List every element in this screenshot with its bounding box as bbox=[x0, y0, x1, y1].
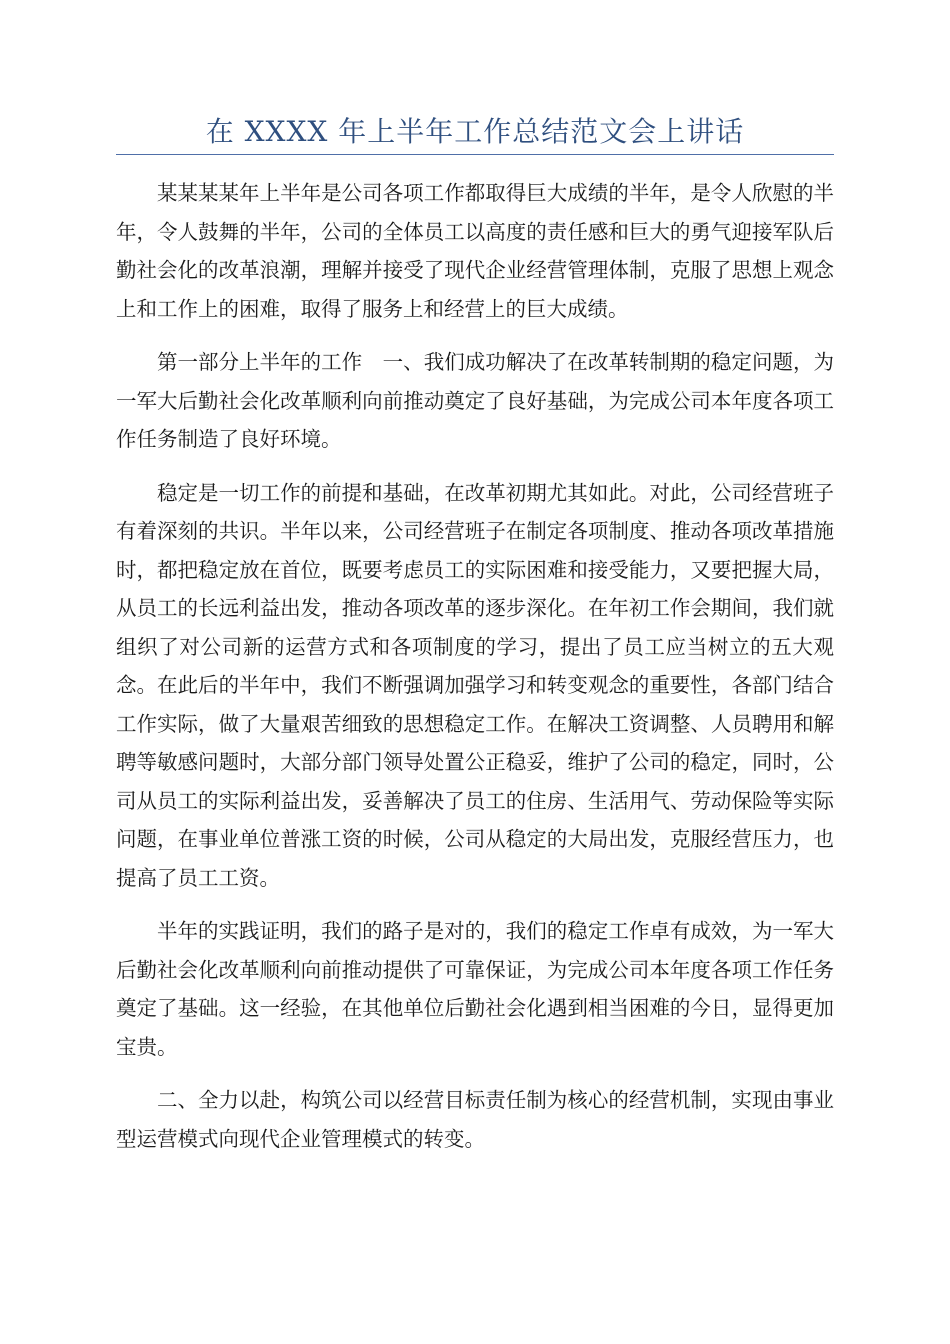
paragraph-section-two: 二、全力以赴，构筑公司以经营目标责任制为核心的经营机制，实现由事业型运营模式向现代企业管理模式的转变。 bbox=[116, 1088, 834, 1151]
document-body bbox=[116, 174, 834, 1173]
title-underline bbox=[116, 154, 834, 155]
paragraph-practice: 半年的实践证明，我们的路子是对的，我们的稳定工作卓有成效，为一军大后勤社会化改革顺利向前推动提供了可靠保证，为完成公司本年度各项工作任务奠定了基础。这一经验，在其他单位后勤社会化遇到相当困难的今日，显得更加宝贵。 bbox=[116, 919, 834, 1059]
paragraph-part-one: 第一部分上半年的工作 一、我们成功解决了在改革转制期的稳定问题，为一军大后勤社会化改革顺利向前推动奠定了良好基础，为完成公司本年度各项工作任务制造了良好环境。 bbox=[116, 350, 834, 451]
document-title: 在 XXXX 年上半年工作总结范文会上讲话 bbox=[205, 115, 745, 148]
paragraph-intro: 某某某某年上半年是公司各项工作都取得巨大成绩的半年，是令人欣慰的半年，令人鼓舞的半年，公司的全体员工以高度的责任感和巨大的勇气迎接军队后勤社会化的改革浪潮，理解并接受了现代企业经营管理体制，克服了思想上观念上和工作上的困难，取得了服务上和经营上的巨大成绩。 bbox=[116, 181, 834, 321]
paragraph-stability: 稳定是一切工作的前提和基础，在改革初期尤其如此。对此，公司经营班子有着深刻的共识。半年以来，公司经营班子在制定各项制度、推动各项改革措施时，都把稳定放在首位，既要考虑员工的实际困难和接受能力，又要把握大局，从员工的长远利益出发，推动各项改革的逐步深化。在年初工作会期间，我们就组织了对公司新的运营方式和各项制度的学习，提出了员工应当树立的五大观念。在此后的半年中，我们不断强调加强学习和转变观念的重要性，各部门结合工作实际，做了大量艰苦细致的思想稳定工作。在解决工资调整、人员聘用和解聘等敏感问题时，大部分部门领导处置公正稳妥，维护了公司的稳定，同时，公司从员工的实际利益出发，妥善解决了员工的住房、生活用气、劳动保险等实际问题，在事业单位普涨工资的时候，公司从稳定的大局出发，克服经营压力，也提高了员工工资。 bbox=[116, 480, 834, 890]
